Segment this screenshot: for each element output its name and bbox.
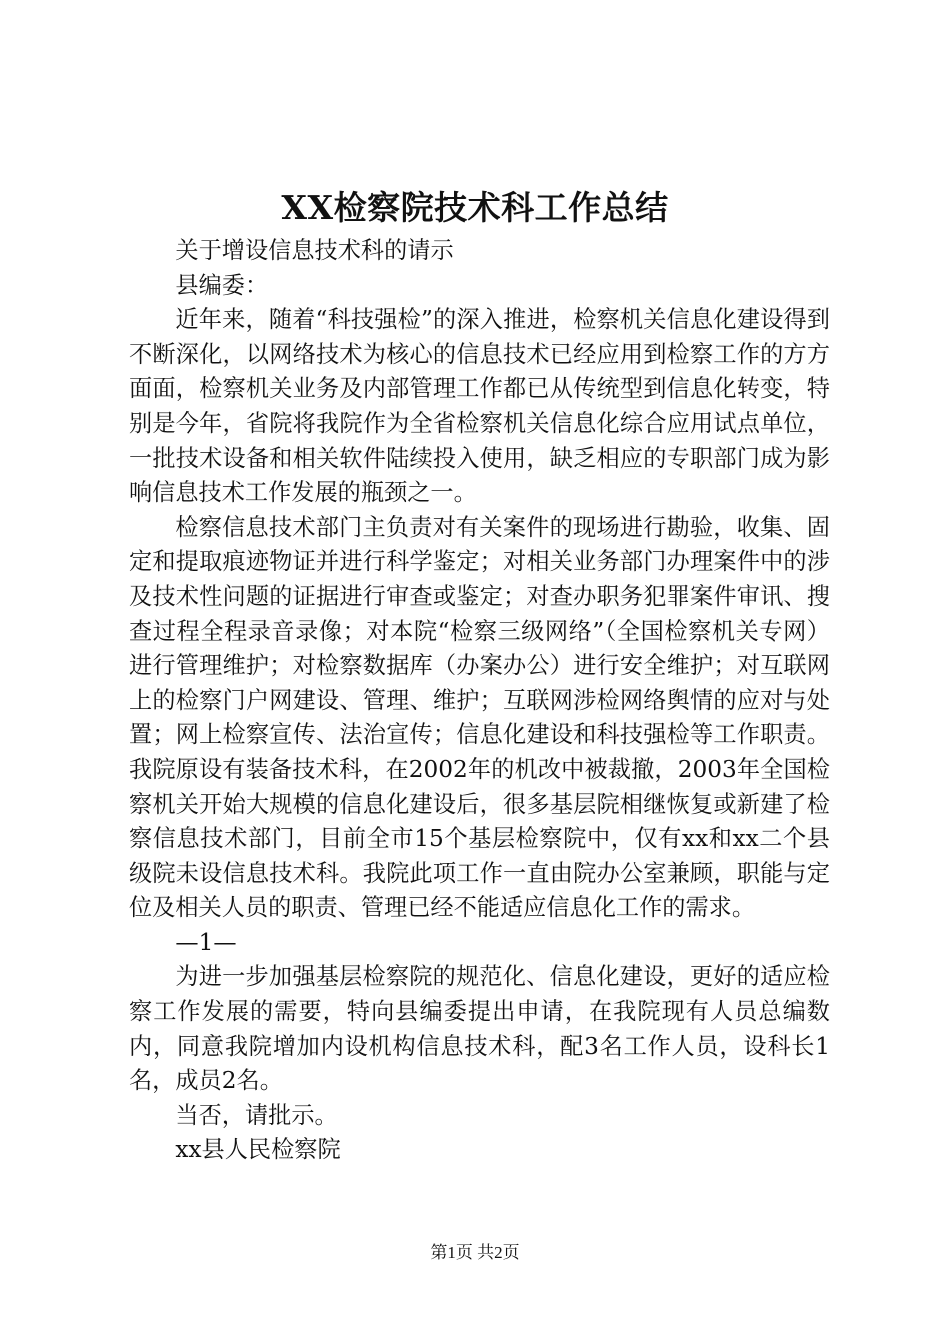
document-body	[129, 234, 830, 1168]
inline-page-marker: —1—	[175, 928, 237, 956]
salutation: 县编委：	[175, 271, 269, 299]
closing-line: 当否，请批示。	[175, 1101, 338, 1129]
body-paragraph: 为进一步加强基层检察院的规范化、信息化建设，更好的适应检察工作发展的需要，特向县编委提出申请，在我院现有人员总编数内，同意我院增加内设机构信息技术科，配3名工作人员，设科长1名，成员2名。	[129, 963, 830, 1095]
subject-line: 关于增设信息技术科的请示	[175, 237, 454, 264]
signature: xx县人民检察院	[175, 1136, 341, 1164]
body-paragraph: 近年来，随着“科技强检”的深入推进，检察机关信息化建设得到不断深化，以网络技术为核心的信息技术已经应用到检察工作的方方面面，检察机关业务及内部管理工作都已从传统型到信息化转变，特别是今年，省院将我院作为全省检察机关信息化综合应用试点单位，一批技术设备和相关软件陆续投入使用，缺乏相应的专职部门成为影响信息技术工作发展的瓶颈之一。	[129, 306, 830, 507]
page-number-footer: 第1页 共2页	[430, 1243, 520, 1262]
body-paragraph: 检察信息技术部门主负责对有关案件的现场进行勘验，收集、固定和提取痕迹物证并进行科学鉴定；对相关业务部门办理案件中的涉及技术性问题的证据进行审查或鉴定；对查办职务犯罪案件审讯、搜查过程全程录音录像；对本院“检察三级网络”（全国检察机关专网）进行管理维护；对检察数据库（办案办公）进行安全维护；对互联网上的检察门户网建设、管理、维护；互联网涉检网络舆情的应对与处置；网上检察宣传、法治宣传；信息化建设和科技强检等工作职责。我院原设有装备技术科，在2002年的机改中被裁撤，2003年全国检察机关开始大规模的信息化建设后，很多基层院相继恢复或新建了检察信息技术部门，目前全市15个基层检察院中，仅有xx和xx二个县级院未设信息技术科。我院此项工作一直由院办公室兼顾，职能与定位及相关人员的职责、管理已经不能适应信息化工作的需求。	[129, 513, 830, 922]
document-title: XX检察院技术科工作总结	[281, 188, 669, 227]
